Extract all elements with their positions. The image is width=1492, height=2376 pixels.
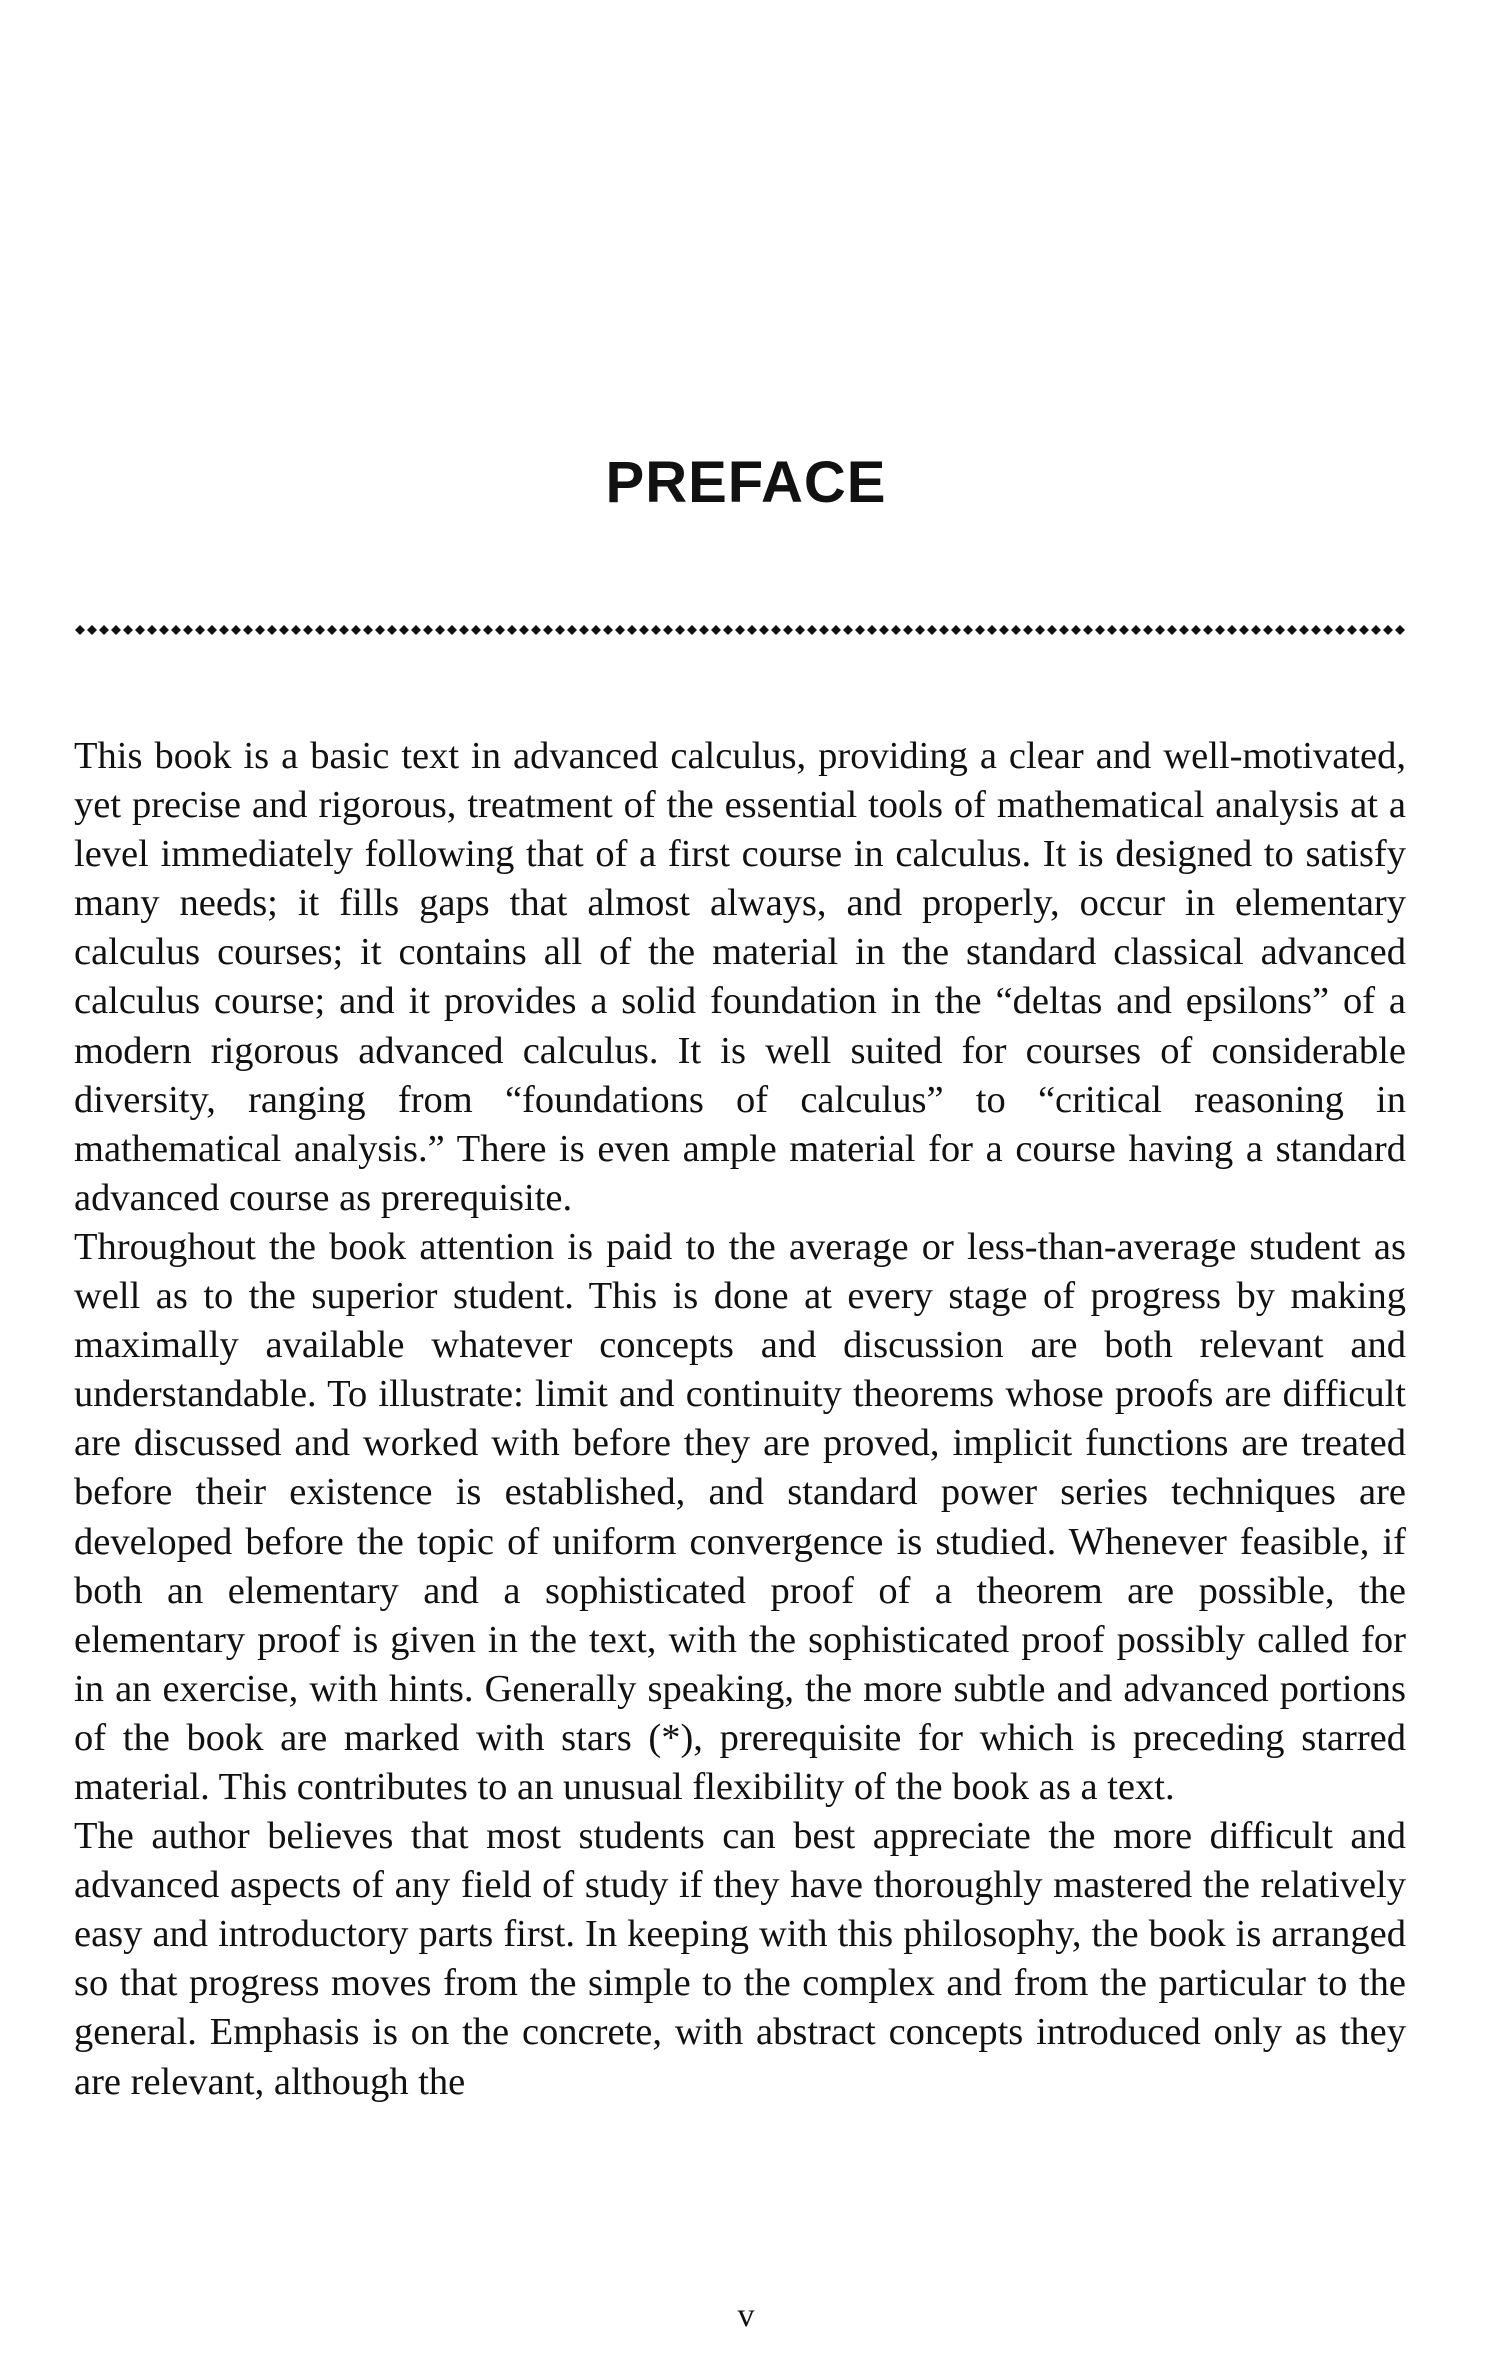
paragraph-2: Throughout the book attention is paid to the average or less-than-average student as well as to the superior student. This is done at every stage of progress by making maximally available whatever concepts and discussion are both relevant and understandable. To illustrate: limit and continuity theorems whose proofs are difficult are discussed and worked with before they are proved, implicit functions are treated before their existence is established, and standard power series techniques are developed before the topic of uniform convergence is studied. Whenever feasible, if both an elementary and a sophisticated proof of a theorem are possible, the elementary proof is given in the text, with the sophisticated proof possibly called for in an exercise, with hints. Generally speaking, the more subtle and advanced portions of the book are marked with stars (*), prerequisite for which is preceding starred material. This contributes to an unusual flexibility of the book as a text. bbox=[74, 1225, 1406, 1808]
preface-body bbox=[74, 732, 1406, 2107]
paragraph-1: This book is a basic text in advanced calculus, providing a clear and well-motivated, yet precise and rigorous, treatment of the essential tools of mathematical analysis at a level immediately following that of a first course in calculus. It is designed to satisfy many needs; it fills gaps that almost always, and properly, occur in elementary calculus courses; it contains all of the material in the standard classical advanced calculus course; and it provides a solid foundation in the “deltas and epsilons” of a modern rigorous advanced calculus. It is well suited for courses of considerable diversity, ranging from “foundations of calculus” to “critical reasoning in mathematical analysis.” There is even ample material for a course having a standard advanced course as prerequisite. bbox=[74, 735, 1406, 1219]
paragraph-3: The author believes that most students can best appreciate the more difficult and advanced aspects of any field of study if they have thoroughly mastered the relatively easy and introductory parts first. In keeping with this philosophy, the book is arranged so that progress moves from the simple to the complex and from the particular to the general. Emphasis is on the concrete, with abstract concepts introduced only as they are relevant, although the bbox=[74, 1815, 1406, 2103]
page-number: v bbox=[737, 2297, 755, 2334]
diamond-rule-icon bbox=[74, 620, 1406, 640]
diamond-ornament-rule bbox=[74, 620, 1406, 640]
page-title: PREFACE bbox=[605, 450, 887, 515]
